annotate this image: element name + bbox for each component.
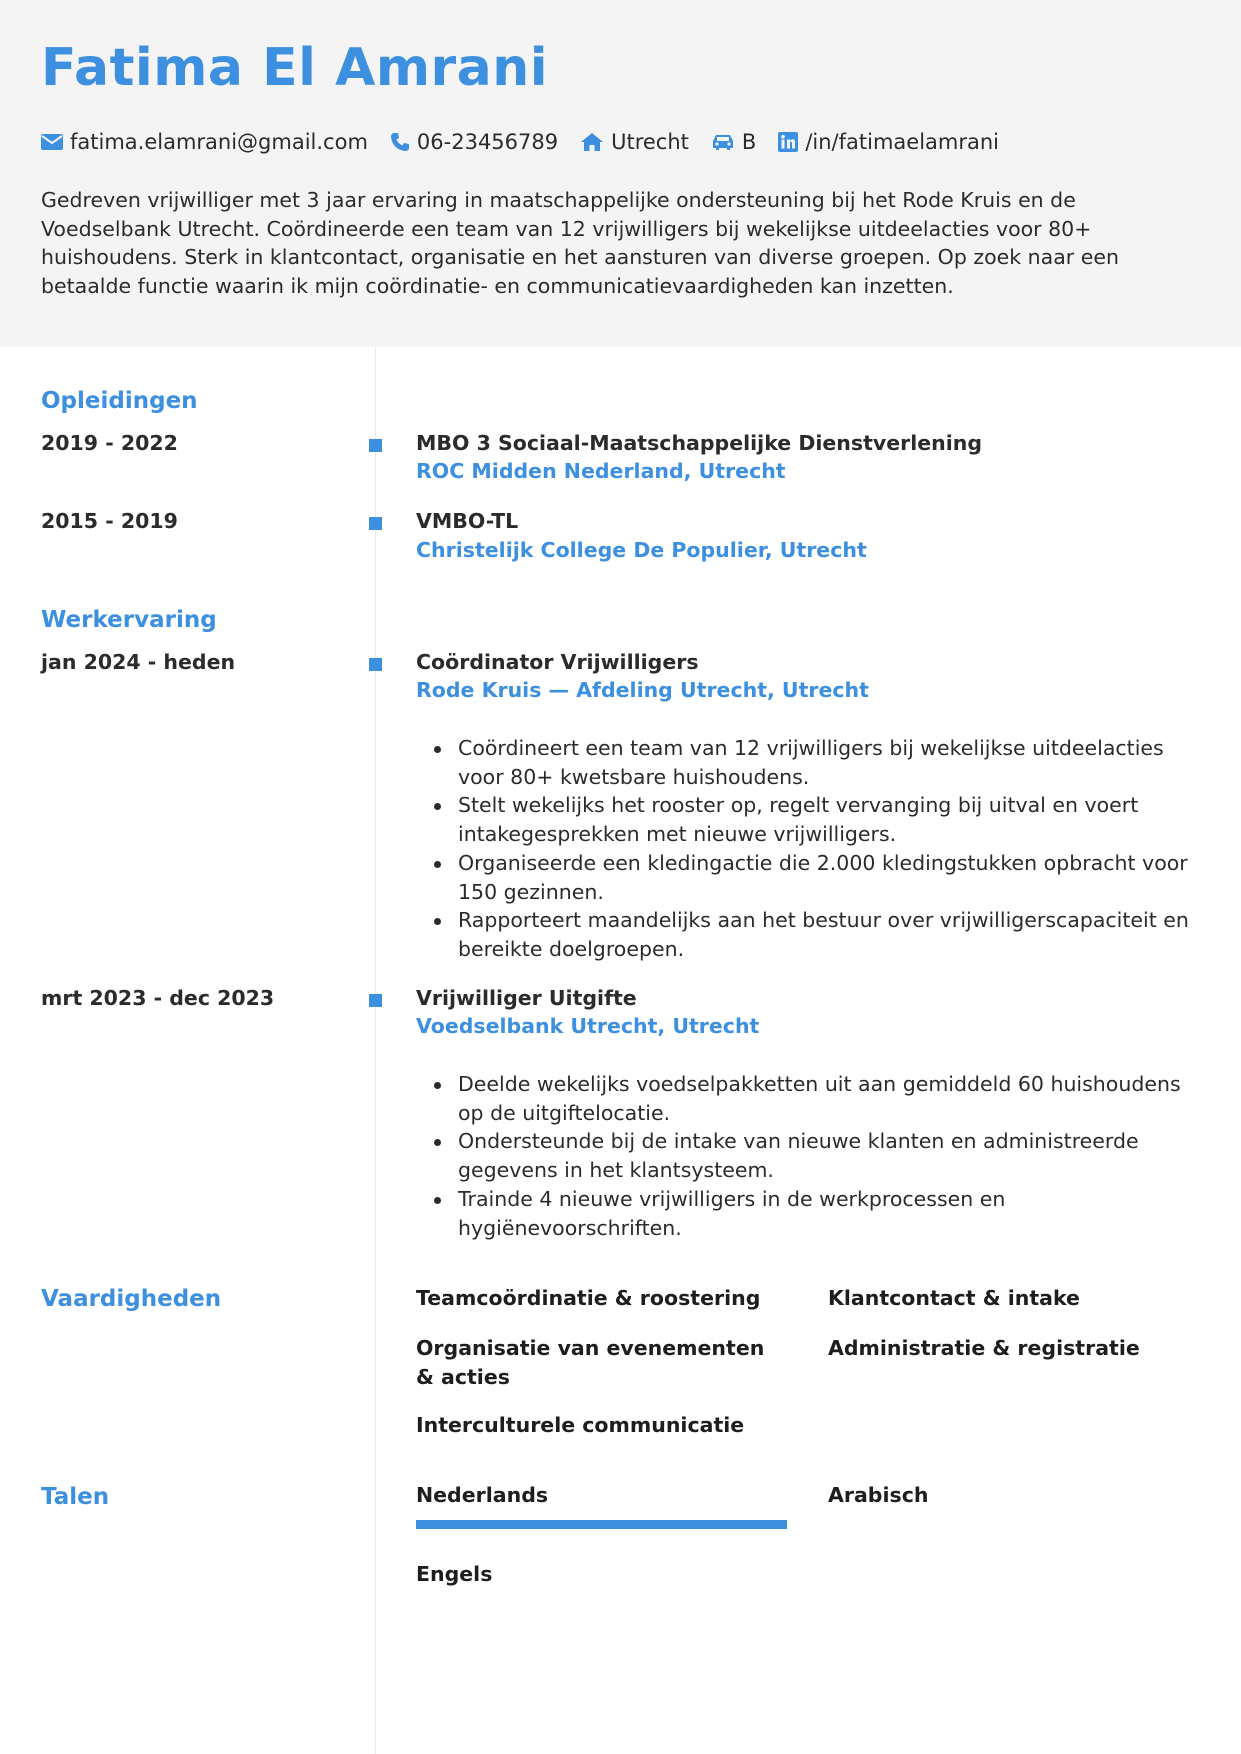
language-level-fill (416, 1520, 787, 1529)
contact-phone[interactable] (390, 130, 558, 154)
contact-license (711, 130, 756, 154)
language-level-bar (416, 1520, 787, 1529)
license-text: B (741, 130, 757, 154)
experience-title: Coördinator Vrijwilligers (416, 650, 699, 674)
language-name: Engels (416, 1562, 493, 1586)
location-text: Utrecht (611, 130, 689, 154)
experience-period: jan 2024 - heden (41, 650, 236, 674)
skill-item: Teamcoördinatie & roostering (416, 1286, 761, 1310)
contact-linkedin[interactable] (778, 130, 999, 154)
contact-bar (41, 127, 1021, 157)
envelope-icon (41, 134, 63, 150)
profile-summary: Gedreven vrijwilliger met 3 jaar ervaring in maatschappelijke ondersteuning bij het Rode Kruis en de Voedselbank Utrecht. Coördineerde een team van 12 vrijwilligers bij wekelijkse uitdeelacties voor 80+ huishoudens. Sterk in klantcontact, organisatie en het aansturen van diverse groepen. Op zoek naar een betaalde functie waarin ik mijn coördinatie- en communicatievaardigheden kan inzetten. (41, 188, 1119, 299)
education-title: VMBO-TL (416, 509, 519, 533)
linkedin-text: /in/fatimaelamrani (805, 130, 1000, 154)
education-school: ROC Midden Nederland, Utrecht (416, 459, 786, 483)
skill-item: Interculturele communicatie (416, 1413, 745, 1437)
contact-location (580, 130, 689, 154)
header-panel (0, 0, 1241, 347)
education-title: MBO 3 Sociaal-Maatschappelijke Dienstverlening (416, 431, 983, 455)
list-item: Trainde 4 nieuwe vrijwilligers in de werkprocessen en hygiënevoorschriften. (416, 1185, 1206, 1242)
experience-employer: Voedselbank Utrecht, Utrecht (416, 1014, 760, 1038)
timeline-marker (369, 517, 382, 530)
skills-heading: Vaardigheden (41, 1286, 222, 1312)
skill-item: Klantcontact & intake (828, 1286, 1080, 1310)
linkedin-icon (778, 132, 798, 152)
list-item: Rapporteert maandelijks aan het bestuur over vrijwilligerscapaciteit en bereikte doelgroepen. (416, 906, 1206, 963)
experience-bullets (416, 1070, 1206, 1242)
experience-employer: Rode Kruis — Afdeling Utrecht, Utrecht (416, 678, 869, 702)
column-divider (375, 347, 376, 1754)
experience-period: mrt 2023 - dec 2023 (41, 986, 275, 1010)
list-item: Ondersteunde bij de intake van nieuwe klanten en administreerde gegevens in het klantsysteem. (416, 1127, 1206, 1184)
car-icon (711, 133, 735, 151)
skill-item: Administratie & registratie (828, 1336, 1140, 1360)
languages-heading: Talen (41, 1484, 110, 1510)
experience-heading: Werkervaring (41, 607, 217, 633)
education-heading: Opleidingen (41, 388, 198, 414)
phone-icon (390, 132, 410, 152)
experience-title: Vrijwilliger Uitgifte (416, 986, 637, 1010)
list-item: Coördineert een team van 12 vrijwilligers bij wekelijkse uitdeelacties voor 80+ kwetsbare huishoudens. (416, 734, 1206, 791)
education-school: Christelijk College De Populier, Utrecht (416, 538, 867, 562)
timeline-marker (369, 439, 382, 452)
home-icon (580, 132, 604, 152)
contact-email[interactable] (41, 130, 368, 154)
candidate-name: Fatima El Amrani (41, 38, 549, 98)
list-item: Deelde wekelijks voedselpakketten uit aan gemiddeld 60 huishoudens op de uitgiftelocatie. (416, 1070, 1206, 1127)
education-period: 2015 - 2019 (41, 509, 178, 533)
education-period: 2019 - 2022 (41, 431, 178, 455)
list-item: Stelt wekelijks het rooster op, regelt vervanging bij uitval en voert intakegesprekken met nieuwe vrijwilligers. (416, 791, 1206, 848)
email-text: fatima.elamrani@gmail.com (70, 130, 368, 154)
timeline-marker (369, 994, 382, 1007)
phone-text: 06-23456789 (416, 130, 559, 154)
experience-bullets (416, 734, 1206, 964)
language-name: Nederlands (416, 1483, 549, 1507)
language-name: Arabisch (828, 1483, 929, 1507)
skill-item: Organisatie van evenementen & acties (416, 1336, 765, 1389)
timeline-marker (369, 658, 382, 671)
list-item: Organiseerde een kledingactie die 2.000 kledingstukken opbracht voor 150 gezinnen. (416, 849, 1206, 906)
